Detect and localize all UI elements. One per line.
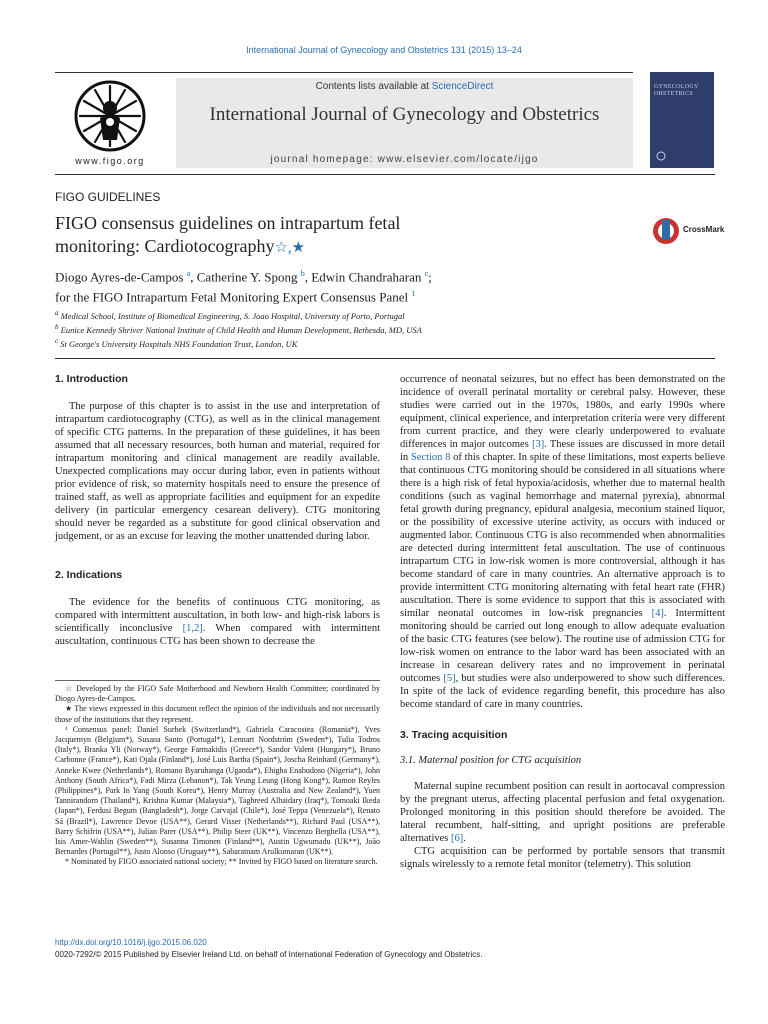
affiliations (55, 308, 715, 349)
author-3[interactable]: Edwin Chandraharan (311, 269, 422, 285)
maternal-position-paragraph: Maternal supine recumbent position can result in aortocaval compression by the pregnant uterus, affecting placental perfusion and fetal oxygenation. Prolonged monitoring in this position should therefore be avoided. The lateral recumbent, half-sitting, and upright positions are preferable alternatives [6]. (400, 781, 725, 844)
affiliation-a: $^a$ Medical School, Institute of Biomedical Engineering, S. Joao Hospital, University of Porto, Portugal (55, 309, 405, 321)
header-divider (55, 72, 633, 73)
footnote-1: ☆ Developed by the FIGO Safe Motherhood and Newborn Health Committee; coordinated by Diogo Ayres-de-Campos. (55, 684, 380, 704)
indications-continued: occurrence of neonatal seizures, but no effect has been demonstrated on the incidence of overall perinatal mortality or cerebral palsy. However, these studies were carried out in the 1970s, 1980s, and early 1990s where equipment, clinical experience, and interpretation criteria were very different from current practice, and they were clearly underpowered to evaluate differences in major outcomes [3]. These issues are discussed in more detail in Section 8 of this chapter. In spite of these limitations, most experts believe that continuous CTG monitoring should be considered in all situations where there is a high risk of fetal hypoxia/acidosis, whether due to maternal health conditions (such as vaginal hemorrhage and maternal pyrexia), abnormal fetal growth during pregnancy, epidural analgesia, meconium stained liquor, or the possibility of excessive uterine activity, as occurs with induced or augmented labor. Continuous CTG is also recommended when abnormalities are detected during intermittent fetal auscultation. The use of continuous intrapartum CTG in low-risk women is more controversial, although it has become standard of care in many countries. An alternative approach is to provide intermittent CTG monitoring alternating with fetal heart rate (FHR) auscultation. There is some evidence to support that this is associated with similar neonatal outcomes in low-risk pregnancies [4]. Intermittent monitoring should be carried out long enough to allow adequate evaluation of the basic CTG features (see below). The routine use of admission CTG for low-risk women on entrance to the labor ward has been associated with an increase in cesarean delivery rates and no improvement in perinatal outcomes [5], but studies were also underpowered to show such differences. In spite of the lack of evidence regarding benefit, this procedure has also become standard of care in many countries. (400, 374, 726, 710)
author-2[interactable]: Catherine Y. Spong (196, 269, 298, 285)
contents-line (176, 81, 633, 92)
heading-tracing-acquisition: 3. Tracing acquisition (400, 729, 508, 741)
journal-citation[interactable]: International Journal of Gynecology and Obstetrics 131 (2015) 13–24 (246, 45, 522, 55)
journal-title: International Journal of Gynecology and Obstetrics (209, 104, 600, 125)
indications-paragraph: The evidence for the benefits of continuous CTG monitoring, as compared with intermittent auscultation, in both low- and high-risk labors is scientifically inconclusive [1,2]. When compared with intermittent auscultation, continuous CTG has been shown to decrease the (55, 597, 380, 647)
author-2-affil[interactable]: b (300, 269, 305, 278)
intro-paragraph: The purpose of this chapter is to assist in the use and interpretation of intrapartum cardiotocography (CTG), as well as in the clinical management of specific CTG patterns. In the preparation of these guidelines, it has been assumed that all necessary resources, both human and material, required for intrapartum monitoring and clinical management are readily available. Unexpected complications may occur during labor, even in patients without prior evidence of risk, so maternity hospitals need to ensure the presence of trained staff, as well as appropriate facilities and equipment for an expedite delivery (in particular emergency cesarean delivery). CTG monitoring should never be regarded as a substitute for good clinical observation and judgement, or as an excuse for leaving the mother unattended during labor. (55, 401, 380, 542)
cover-emblem-icon (655, 150, 667, 162)
author-1-affil[interactable]: a (186, 269, 191, 278)
panel-footnote-mark[interactable]: 1 (411, 289, 416, 299)
author-3-affil[interactable]: c (424, 269, 429, 278)
ref-1-2[interactable]: [1,2] (182, 623, 203, 634)
heading-introduction: 1. Introduction (55, 373, 128, 385)
ref-4[interactable]: [4] (651, 608, 664, 619)
figo-url[interactable]: www.figo.org (75, 156, 145, 166)
footnote-3: ¹ Consensus panel: Daniel Surbek (Switzerland*), Gabriela Caracostea (Romania*), Yves Jacquemyn (Belgium*), Susana Santo (Portugal*), Lennart Nordström (Sweden*), Tulia Todros (Italy*), Branka Yli (Norway*), George Farmakidis (Greece*), Sandor Valent (Hungary*), Bruno Carbonne (France*), Kati Ojala (Finland*), José Luis Bartha (Spain*), Joscha Reinhard (Germany*), Anneke Kwee (Netherlands*), Romano Byaruhanga (Uganda*), Ehigha Enabudoso (Nigeria*), John Anthony (South Africa*), Fadi Mirza (Lebanon*), Tak Yeung Leung (Hong Kong*), Ramon Reyles (Philippines*), Park In Yang (South Korea*), Henry Murray (Australia and New Zealand*), Yuen Tannirandorn (Thailand*), Krishna Kumar (Malaysia*), Taghreed Alhaidary (Iraq*), Tomoaki Ikeda (Japan*), Ferdusi Begum (Bangladesh*), Jorge Carvajal (Chile*), José Teppa (Venezuela*), Renato Sá (Brazil*), Lawrence Devoe (USA**), Gerard Visser (Netherlands**), Richard Paul (USA**), Barry Schifrin (USA**), Julian Parer (USA**), Philip Steer (UK**), Vincenzo Berghella (USA**), Isis Amer-Wahlin (Sweden**), Susanna Timonen (Finland**), Austin Ugwumadu (UK**), João Bernardes (Portugal**), Justo Alonso (Uruguay**), Sabaratnam Arulkumaran (UK**). (55, 724, 380, 857)
article-title-line1: FIGO consensus guidelines on intrapartum fetal (55, 213, 401, 233)
ref-6[interactable]: [6] (451, 833, 464, 844)
crossmark-label[interactable]: CrossMark (683, 225, 725, 234)
telemetry-paragraph: CTG acquisition can be performed by portable sensors that transmit signals wirelessly to a remote fetal monitor (telemetry). This solution (400, 846, 725, 870)
affiliation-b: $^b$ Eunice Kennedy Shriver National Institute of Child Health and Human Development, Bethesda, MD, USA (55, 322, 422, 335)
footnote-4: * Nominated by FIGO associated national society; ** Invited by FIGO based on literature search. (65, 857, 378, 867)
article-title (55, 212, 475, 260)
copyright: 0020-7292/© 2015 Published by Elsevier Ireland Ltd. on behalf of International Federation of Gynecology and Obstetrics. (55, 950, 483, 959)
ref-3[interactable]: [3] (531, 439, 545, 450)
affiliation-c: $^c$ St George's University Hospitals NHS Foundation Trust, London, UK (55, 336, 298, 349)
article-title-line2: monitoring: Cardiotocography (55, 236, 275, 256)
cover-title: GYNECOLOGY OBSTETRICS (654, 84, 699, 97)
footnote-rule (55, 680, 380, 681)
body-divider (55, 358, 715, 359)
footnotes (55, 684, 380, 868)
consensus-panel: for the FIGO Intrapartum Fetal Monitoring Expert Consensus Panel (55, 289, 409, 305)
journal-homepage[interactable]: journal homepage: www.elsevier.com/locate/ijgo (270, 154, 539, 165)
doi-link[interactable]: http://dx.doi.org/10.1016/j.ijgo.2015.06.020 (55, 938, 207, 947)
sciencedirect-link[interactable]: ScienceDirect (431, 81, 494, 92)
section-label: FIGO GUIDELINES (55, 190, 161, 204)
left-column (55, 373, 380, 648)
heading-maternal-position: 3.1. Maternal position for CTG acquisition (400, 755, 582, 766)
heading-indications: 2. Indications (55, 569, 123, 581)
title-footnote-marks[interactable]: ☆,★ (274, 240, 306, 256)
author-list: Diogo Ayres-de-Campos $^a$, Catherine Y. Spong $^b$, Edwin Chandraharan $^c$; for the FIGO Intrapartum Fetal Monitoring Expert Consensus Panel $^1$ (55, 269, 432, 305)
footnote-2: ★ The views expressed in this document reflect the opinion of the individuals and not necessarily those of the institutions that they represent. (55, 704, 380, 724)
section-8-link[interactable]: Section 8 (410, 452, 451, 463)
ref-5[interactable]: [5] (443, 673, 456, 684)
contents-prefix: Contents lists available at (315, 81, 432, 92)
author-1[interactable]: Diogo Ayres-de-Campos (55, 269, 184, 285)
title-divider (55, 174, 715, 175)
right-column (400, 373, 725, 871)
